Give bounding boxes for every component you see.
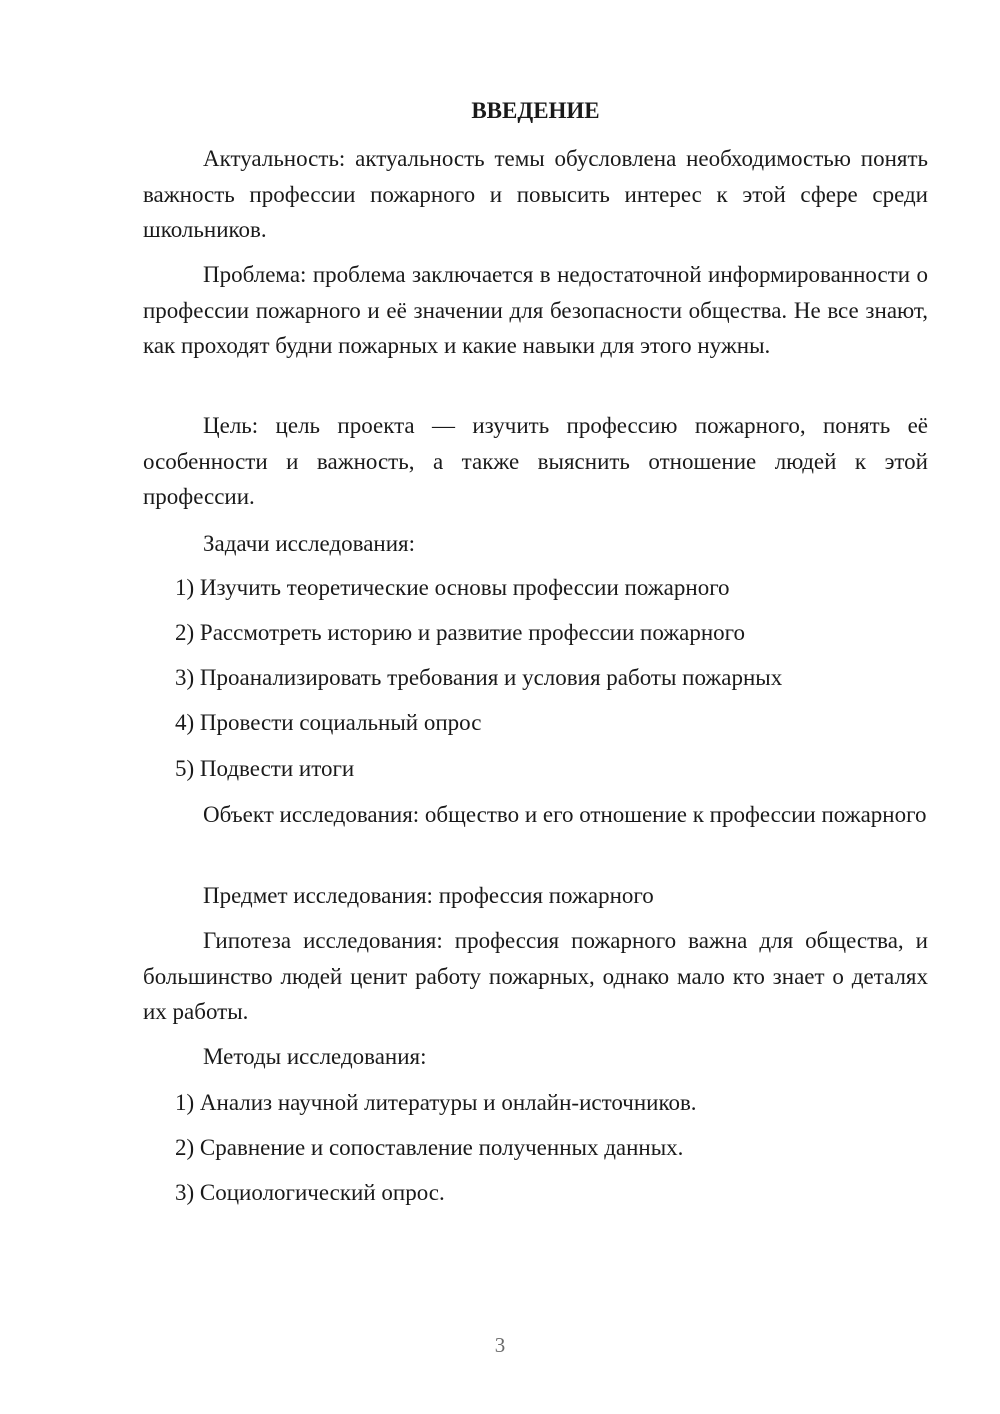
task-item-5: 5) Подвести итоги xyxy=(175,756,355,781)
relevance-paragraph: Актуальность: актуальность темы обусловлена необходимостью понять важность профессии пожарного и повысить интерес к этой сфере среди школьников. xyxy=(143,146,928,242)
page-number: 3 xyxy=(494,1333,506,1357)
methods-heading: Методы исследования: xyxy=(203,1044,427,1069)
hypothesis-paragraph: Гипотеза исследования: профессия пожарного важна для общества, и большинство людей ценит работу пожарных, однако мало кто знает о деталях их работы. xyxy=(143,928,928,1024)
goal-paragraph: Цель: цель проекта — изучить профессию пожарного, понять её особенности и важность, а также выяснить отношение людей к этой профессии. xyxy=(143,413,928,509)
task-item-3: 3) Проанализировать требования и условия работы пожарных xyxy=(175,665,783,690)
method-item-3: 3) Социологический опрос. xyxy=(175,1180,445,1205)
method-item-1: 1) Анализ научной литературы и онлайн-источников. xyxy=(175,1090,697,1115)
object-paragraph: Объект исследования: общество и его отношение к профессии пожарного xyxy=(203,802,927,827)
task-item-1: 1) Изучить теоретические основы профессии пожарного xyxy=(175,575,730,600)
page-title: ВВЕДЕНИЕ xyxy=(471,98,600,123)
task-item-4: 4) Провести социальный опрос xyxy=(175,710,482,735)
tasks-heading: Задачи исследования: xyxy=(203,531,416,556)
subject-line: Предмет исследования: профессия пожарного xyxy=(203,883,654,908)
task-item-2: 2) Рассмотреть историю и развитие профессии пожарного xyxy=(175,620,746,645)
method-item-2: 2) Сравнение и сопоставление полученных данных. xyxy=(175,1135,684,1160)
problem-paragraph: Проблема: проблема заключается в недостаточной информированности о профессии пожарного и её значении для безопасности общества. Не все знают, как проходят будни пожарных и какие навыки для этого нужны. xyxy=(143,262,928,358)
